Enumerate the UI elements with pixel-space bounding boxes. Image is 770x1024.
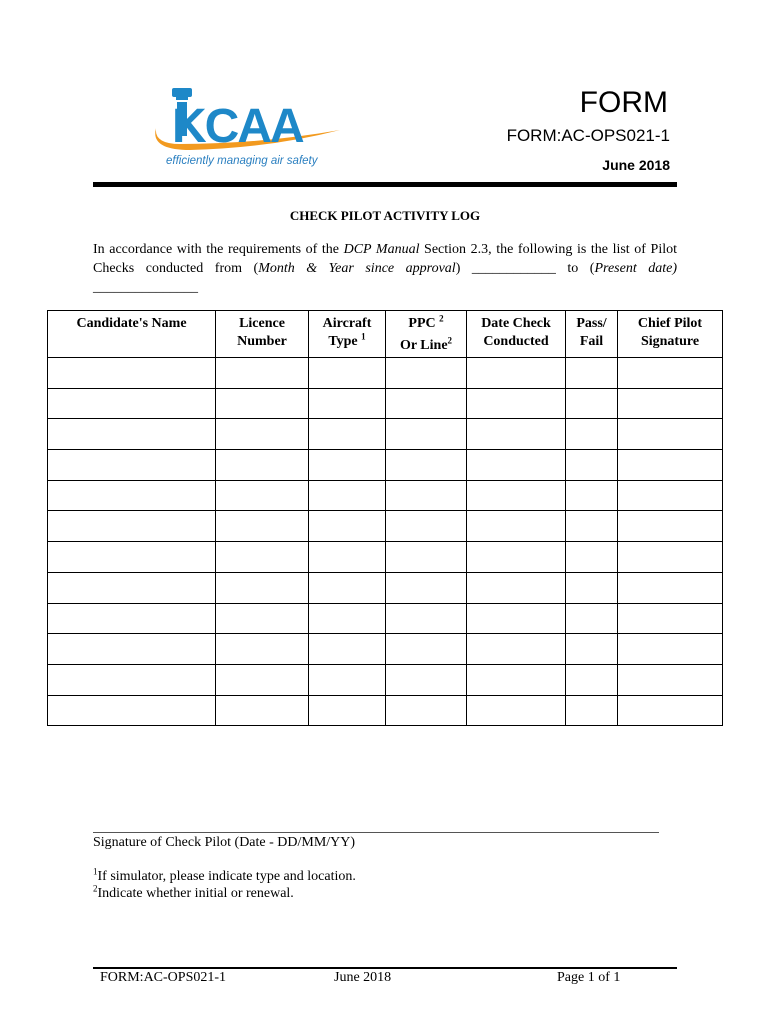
table-row <box>48 511 723 542</box>
table-row <box>48 480 723 511</box>
cell-chief-pilot-signature[interactable] <box>618 358 723 389</box>
cell-date-check[interactable] <box>467 664 566 695</box>
cell-aircraft-type[interactable] <box>309 419 386 450</box>
cell-candidate-name[interactable] <box>48 695 216 726</box>
cell-chief-pilot-signature[interactable] <box>618 634 723 665</box>
cell-candidate-name[interactable] <box>48 603 216 634</box>
cell-licence-number[interactable] <box>216 603 309 634</box>
cell-chief-pilot-signature[interactable] <box>618 603 723 634</box>
table-row <box>48 358 723 389</box>
cell-aircraft-type[interactable] <box>309 664 386 695</box>
intro-paragraph <box>93 240 677 297</box>
col-chief-pilot-signature: Chief Pilot Signature <box>618 311 723 358</box>
cell-pass-fail[interactable] <box>566 358 618 389</box>
cell-licence-number[interactable] <box>216 480 309 511</box>
cell-date-check[interactable] <box>467 542 566 573</box>
intro-text-4: _______________ <box>93 280 198 295</box>
cell-date-check[interactable] <box>467 695 566 726</box>
cell-aircraft-type[interactable] <box>309 572 386 603</box>
cell-date-check[interactable] <box>467 634 566 665</box>
table-body <box>48 358 723 726</box>
table-row <box>48 450 723 481</box>
table-row <box>48 542 723 573</box>
cell-licence-number[interactable] <box>216 358 309 389</box>
cell-licence-number[interactable] <box>216 664 309 695</box>
cell-licence-number[interactable] <box>216 695 309 726</box>
intro-text-1: In accordance with the requirements of the <box>93 242 344 257</box>
cell-aircraft-type[interactable] <box>309 358 386 389</box>
table-row <box>48 603 723 634</box>
cell-chief-pilot-signature[interactable] <box>618 388 723 419</box>
cell-candidate-name[interactable] <box>48 388 216 419</box>
cell-candidate-name[interactable] <box>48 664 216 695</box>
cell-ppc-or-line[interactable] <box>386 634 467 665</box>
col-date-check: Date Check Conducted <box>467 311 566 358</box>
cell-ppc-or-line[interactable] <box>386 572 467 603</box>
cell-candidate-name[interactable] <box>48 511 216 542</box>
cell-aircraft-type[interactable] <box>309 511 386 542</box>
cell-candidate-name[interactable] <box>48 572 216 603</box>
cell-date-check[interactable] <box>467 419 566 450</box>
logo-tagline: efficiently managing air safety <box>166 155 318 167</box>
cell-pass-fail[interactable] <box>566 634 618 665</box>
col-licence-number: Licence Number <box>216 311 309 358</box>
cell-pass-fail[interactable] <box>566 572 618 603</box>
cell-date-check[interactable] <box>467 450 566 481</box>
cell-date-check[interactable] <box>467 358 566 389</box>
cell-ppc-or-line[interactable] <box>386 450 467 481</box>
cell-licence-number[interactable] <box>216 511 309 542</box>
header-divider <box>93 182 677 187</box>
table-row <box>48 419 723 450</box>
cell-ppc-or-line[interactable] <box>386 603 467 634</box>
logo-text: KCAA <box>172 100 303 153</box>
cell-pass-fail[interactable] <box>566 450 618 481</box>
table-row <box>48 695 723 726</box>
cell-ppc-or-line[interactable] <box>386 358 467 389</box>
footer-date: June 2018 <box>334 970 392 985</box>
cell-chief-pilot-signature[interactable] <box>618 695 723 726</box>
document-title: CHECK PILOT ACTIVITY LOG <box>289 208 481 223</box>
cell-date-check[interactable] <box>467 572 566 603</box>
cell-ppc-or-line[interactable] <box>386 388 467 419</box>
cell-date-check[interactable] <box>467 603 566 634</box>
col-candidate-name: Candidate's Name <box>48 311 216 358</box>
to-hint: Present date) <box>594 261 678 276</box>
cell-aircraft-type[interactable] <box>309 695 386 726</box>
cell-pass-fail[interactable] <box>566 480 618 511</box>
cell-licence-number[interactable] <box>216 388 309 419</box>
table-header-row <box>48 311 723 358</box>
cell-candidate-name[interactable] <box>48 542 216 573</box>
cell-ppc-or-line[interactable] <box>386 511 467 542</box>
cell-chief-pilot-signature[interactable] <box>618 480 723 511</box>
cell-chief-pilot-signature[interactable] <box>618 542 723 573</box>
cell-pass-fail[interactable] <box>566 603 618 634</box>
cell-licence-number[interactable] <box>216 634 309 665</box>
cell-date-check[interactable] <box>467 511 566 542</box>
cell-aircraft-type[interactable] <box>309 388 386 419</box>
cell-aircraft-type[interactable] <box>309 450 386 481</box>
cell-chief-pilot-signature[interactable] <box>618 450 723 481</box>
manual-name: DCP Manual <box>343 242 420 257</box>
cell-licence-number[interactable] <box>216 542 309 573</box>
cell-aircraft-type[interactable] <box>309 542 386 573</box>
cell-aircraft-type[interactable] <box>309 634 386 665</box>
footer-form-code: FORM:AC-OPS021-1 <box>100 970 227 985</box>
cell-candidate-name[interactable] <box>48 450 216 481</box>
cell-licence-number[interactable] <box>216 419 309 450</box>
check-log-table <box>47 310 723 726</box>
from-hint: Month & Year since approval <box>258 261 456 276</box>
intro-text-3: ) ____________ to ( <box>455 261 595 276</box>
cell-candidate-name[interactable] <box>48 358 216 389</box>
cell-licence-number[interactable] <box>216 450 309 481</box>
cell-ppc-or-line[interactable] <box>386 480 467 511</box>
footnote-2: $^2$Indicate whether initial or renewal. <box>93 883 294 901</box>
col-ppc-or-line: PPC $^2$ Or Line$^2$ <box>386 311 467 358</box>
cell-candidate-name[interactable] <box>48 419 216 450</box>
form-code: FORM:AC-OPS021-1 <box>506 126 670 145</box>
cell-ppc-or-line[interactable] <box>386 664 467 695</box>
cell-pass-fail[interactable] <box>566 695 618 726</box>
cell-pass-fail[interactable] <box>566 419 618 450</box>
cell-ppc-or-line[interactable] <box>386 695 467 726</box>
cell-pass-fail[interactable] <box>566 664 618 695</box>
cell-chief-pilot-signature[interactable] <box>618 419 723 450</box>
footer-divider <box>93 967 677 969</box>
table-row <box>48 388 723 419</box>
cell-chief-pilot-signature[interactable] <box>618 511 723 542</box>
intro-text-2: Section 2.3, the following is the list of Pilot Checks conducted from ( <box>93 242 677 276</box>
footer-page-number: Page 1 of 1 <box>557 970 621 985</box>
signature-line[interactable] <box>93 832 659 833</box>
col-pass-fail: Pass/ Fail <box>566 311 618 358</box>
cell-pass-fail[interactable] <box>566 542 618 573</box>
kcaa-logo <box>150 84 350 174</box>
cell-licence-number[interactable] <box>216 572 309 603</box>
cell-date-check[interactable] <box>467 480 566 511</box>
cell-aircraft-type[interactable] <box>309 480 386 511</box>
table-row <box>48 572 723 603</box>
col-aircraft-type: Aircraft Type $^1$ <box>309 311 386 358</box>
cell-candidate-name[interactable] <box>48 634 216 665</box>
cell-ppc-or-line[interactable] <box>386 419 467 450</box>
table-row <box>48 634 723 665</box>
signature-label: Signature of Check Pilot (Date - DD/MM/YY) <box>93 835 356 850</box>
cell-chief-pilot-signature[interactable] <box>618 664 723 695</box>
form-date: June 2018 <box>602 157 670 173</box>
cell-aircraft-type[interactable] <box>309 603 386 634</box>
cell-chief-pilot-signature[interactable] <box>618 572 723 603</box>
cell-candidate-name[interactable] <box>48 480 216 511</box>
form-label: FORM <box>579 86 668 119</box>
table-row <box>48 664 723 695</box>
cell-date-check[interactable] <box>467 388 566 419</box>
footnote-1: $^1$If simulator, please indicate type and location. <box>93 866 356 884</box>
cell-ppc-or-line[interactable] <box>386 542 467 573</box>
cell-pass-fail[interactable] <box>566 388 618 419</box>
cell-pass-fail[interactable] <box>566 511 618 542</box>
